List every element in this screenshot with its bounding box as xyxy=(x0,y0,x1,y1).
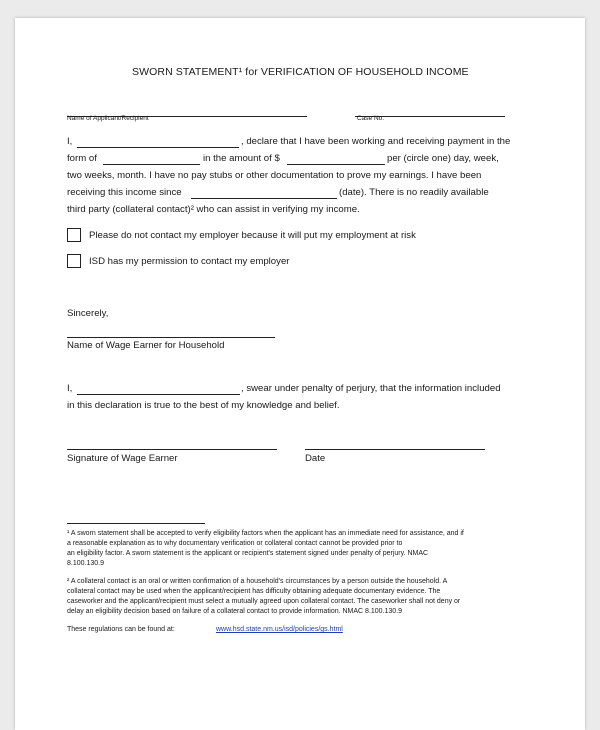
decl-form-of: form of xyxy=(67,153,97,164)
decl-per: per (circle one) day, week, xyxy=(387,153,499,164)
option-do-not-contact: Please do not contact my employer because it will put my employment at risk xyxy=(89,230,416,241)
decl-line4: (date). There is no readily available xyxy=(339,187,489,198)
amount-field[interactable] xyxy=(287,164,385,165)
date-line[interactable] xyxy=(305,449,485,450)
decl-i: I, xyxy=(67,136,73,147)
signature-line[interactable] xyxy=(67,449,277,450)
since-date-field[interactable] xyxy=(191,198,337,199)
wage-earner-label: Name of Wage Earner for Household xyxy=(67,340,225,351)
footnote-2-line-3: caseworker and the applicant/recipient must select a mutually agreed upon collateral contact. The caseworker shall not deny or xyxy=(67,598,461,605)
case-no-label: Case No. xyxy=(357,115,385,122)
footnote-1-line-3: an eligibility factor. A sworn statement is the applicant or recipient's statement signed under penalty of perjury. NMAC xyxy=(67,550,429,557)
footnote-1-line-2: a reasonable explanation as to why documentary verification or collateral contact cannot be provided prior to xyxy=(67,540,403,547)
document-page xyxy=(15,18,585,730)
option-permission-contact: ISD has my permission to contact my employer xyxy=(89,256,290,267)
oath-line1: , swear under penalty of perjury, that the information included xyxy=(241,383,501,394)
regulations-link[interactable]: www.hsd.state.nm.us/isd/policies/gs.html xyxy=(216,626,343,633)
wage-earner-name-line[interactable] xyxy=(67,337,275,338)
decl-line1: , declare that I have been working and receiving payment in the xyxy=(241,136,511,147)
checkbox-permission-contact[interactable] xyxy=(67,254,81,268)
decl-line3: two weeks, month. I have no pay stubs or other documentation to prove my earnings. I have been xyxy=(67,170,482,181)
decl-amount: in the amount of $ xyxy=(203,153,280,164)
footnote-separator xyxy=(67,523,205,524)
decl-line5: third party (collateral contact)² who can assist in verifying my income. xyxy=(67,204,360,215)
document-title: SWORN STATEMENT¹ for VERIFICATION OF HOUSEHOLD INCOME xyxy=(132,66,469,78)
oath-i: I, xyxy=(67,383,73,394)
signature-label: Signature of Wage Earner xyxy=(67,453,178,464)
footnote-1-line-1: ¹ A sworn statement shall be accepted to verify eligibility factors when the applicant has an immediate need for assistance, and if xyxy=(67,530,464,537)
declarant-name-field[interactable] xyxy=(77,147,239,148)
closing-sincerely: Sincerely, xyxy=(67,308,109,319)
checkbox-do-not-contact[interactable] xyxy=(67,228,81,242)
footnote-2-line-1: ² A collateral contact is an oral or written confirmation of a household's circumstances by a person outside the household. A xyxy=(67,578,448,585)
decl-since: receiving this income since xyxy=(67,187,182,198)
date-label: Date xyxy=(305,453,326,464)
footnote-2-line-4: delay an eligibility decision based on failure of a collateral contact to provide information. NMAC 8.100.130.9 xyxy=(67,608,403,615)
payment-form-field[interactable] xyxy=(103,164,200,165)
footnote-1-line-4: 8.100.130.9 xyxy=(67,560,104,567)
regulations-text: These regulations can be found at: xyxy=(67,626,175,633)
oath-line2: in this declaration is true to the best of my knowledge and belief. xyxy=(67,400,340,411)
footnote-2-line-2: collateral contact may be used when the applicant/recipient has difficulty obtaining adequate documentary evidence. The xyxy=(67,588,441,595)
oath-name-field[interactable] xyxy=(77,394,240,395)
applicant-label: Name of Applicant/Recipient xyxy=(67,115,149,122)
